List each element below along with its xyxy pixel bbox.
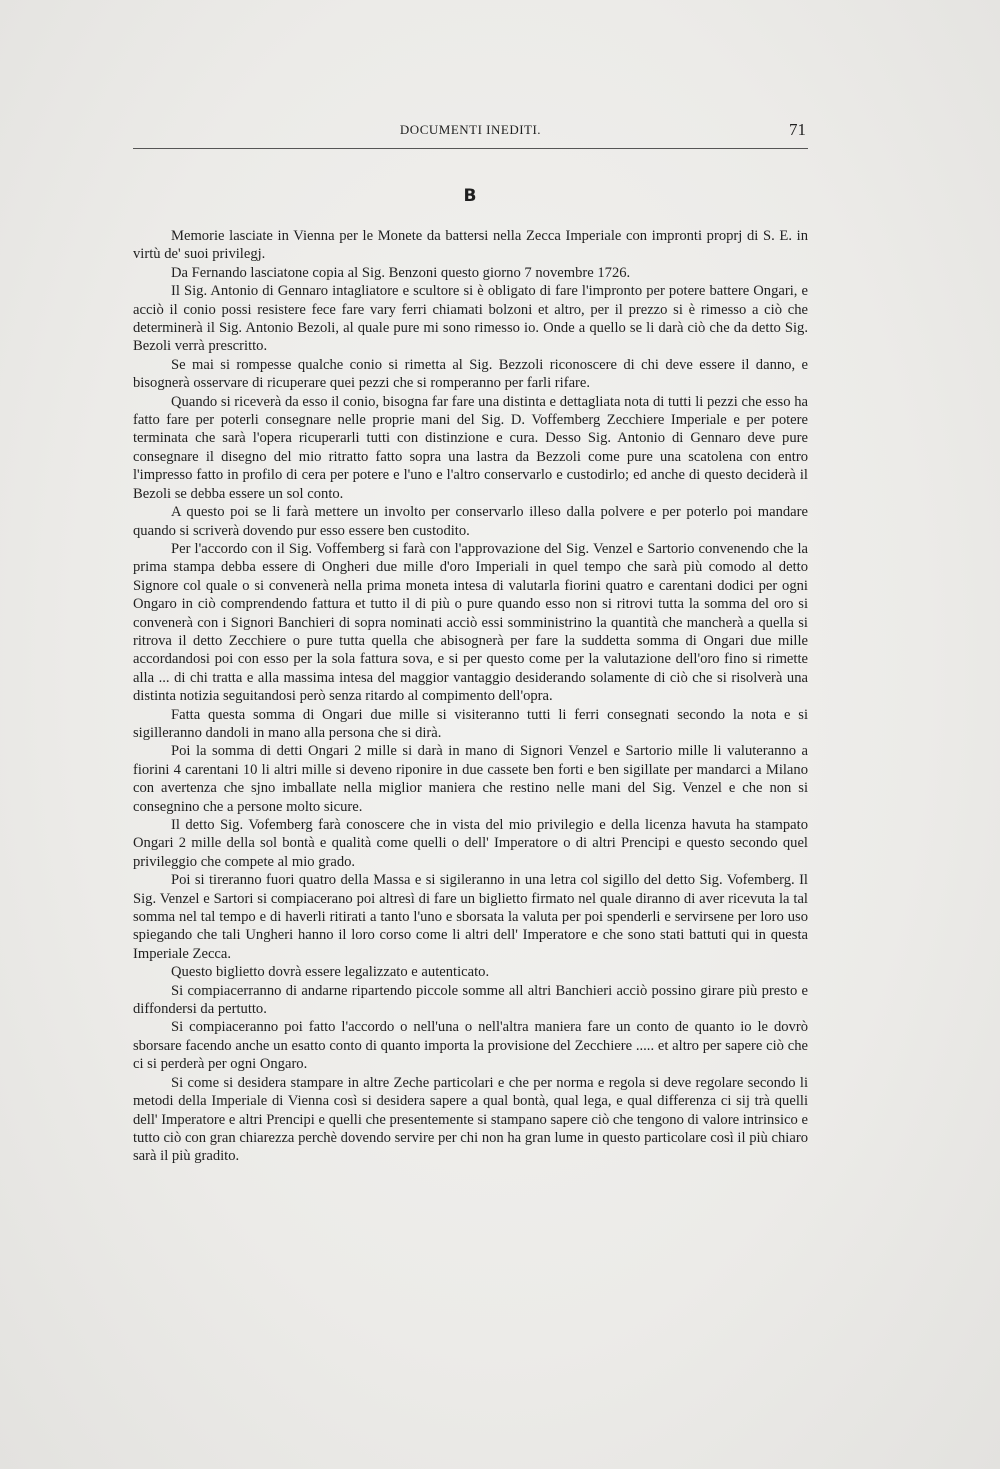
page-number: 71 bbox=[789, 120, 806, 139]
paragraph: Questo biglietto dovrà essere legalizzato e autenticato. bbox=[171, 964, 490, 981]
paragraph: Il detto Sig. Vofemberg farà conoscere che in vista del mio privilegio e della licenza havuta ha stampato Ongari 2 mille della sol bontà e qualità come quelli o dell' Imperatore o di altri Prencipi e questo secondo quel privileggio che compete al mio grado. bbox=[133, 817, 808, 870]
paragraph: A questo poi se li farà mettere un involto per conservarlo illeso dalla polvere e per poterlo poi mandare quando si scriverà dovendo pur esso essere ben custodito. bbox=[133, 504, 808, 539]
paragraph: Si compiacerranno di andarne ripartendo piccole somme all altri Banchieri acciò possino girare più presto e diffondersi da pertutto. bbox=[133, 982, 808, 1018]
paragraph: Quando si riceverà da esso il conio, bisogna far fare una distinta e dettagliata nota di tutti li pezzi che esso ha fatto fare per poterli consegnare nelle proprie mani del Sig. D. Voffemberg Zecchiere Imperiale e per potere terminata che sarà l'opera ricuperarli tutti con distinzione e cura. Desso Sig. Antonio di Gennaro deve pure consegnare il disegno del mio ritratto fatto sopra una lastra da Bezzoli come pure una scatolena con entro l'impresso fatto in profilo di cera per potere e l'uno e l'altro conservarlo e custodirlo; ed anche di questo deciderà il Bezoli se debba essere un sol conto. bbox=[133, 393, 808, 502]
paragraph: Si come si desidera stampare in altre Zeche particolari e che per norma e regola si deve regolare secondo li metodi della Imperiale di Vienna così si desidera sapere a qual bontà, qual lega, e qual differenza ci sij trà quelli dell' Imperatore e altri Prencipi e quelli che presentemente si stampano sapere ciò che tengono di valore intrinsico e tutto ciò con gran chiarezza perchè dovendo servire per chi non ha gran lume in questo particolare così il più chiaro sarà il più gradito. bbox=[133, 1074, 808, 1165]
paragraph: Poi la somma di detti Ongari 2 mille si darà in mano di Signori Venzel e Sartorio mille li valuteranno a fiorini 4 carentani 10 li altri mille si deveno riponire in due cassete ben forti e ben sigillate per mandarci a Milano con avertenza che sjno imballate nella miglior maniera che restino nelle mani del Sig. Venzel e che non si consegnino che a persone molto sicure. bbox=[133, 743, 808, 815]
running-title: DOCUMENTI INEDITI. bbox=[399, 122, 542, 137]
header-rule bbox=[133, 148, 808, 149]
paragraph: Per l'accordo con il Sig. Voffemberg si farà con l'approvazione del Sig. Venzel e Sartorio convenendo che la prima stampa debba essere di Ongheri due mille d'oro Imperiali in quel tempo che sarà più comodo al detto Signore col quale o si convenerà nella prima moneta intesa di valutarla fiorini quatro e carentani dodici per ogni Ongaro in ciò comprendendo fattura et tutto il di più o pure quando esso non si ritrovi tutta la somma del oro si convenerà con i Signori Banchieri di sopra nominati acciò essi somministrino la quantità che mancherà a quella si ritrova il detto Zecchiere o pure tutta quella che abisognerà per fare la suddetta somma di Ongari due mille accordandosi poi con esso per la sola fattura sova, e si per questo come per la valutazione dell'oro fino si rimette alla ... di chi tratta e alla massima intesa del maggior vantaggio desiderando solamente di ciò che si risolverà una distinta notizia seguitandosi però senza ritardo al compimento dell'opra. bbox=[133, 540, 808, 705]
paragraph: Fatta questa somma di Ongari due mille si visiteranno tutti li ferri consegnati secondo la nota e si sigilleranno dandoli in mano alla persona che si dirà. bbox=[133, 706, 808, 741]
section-heading: B bbox=[463, 186, 478, 206]
paragraph: Da Fernando lasciatone copia al Sig. Benzoni questo giorno 7 novembre 1726. bbox=[171, 264, 631, 281]
paragraph: Il Sig. Antonio di Gennaro intagliatore e scultore si è obligato di fare l'impronto per potere battere Ongari, e acciò il conio possi resistere fece fare vary ferri chiamati bolzoni et altro, per il prezzo si è rimesso a ciò che determinerà il Sig. Antonio Bezoli, al quale pure mi sono rimesso io. Onde a quello se li darà ciò che da detto Sig. Bezoli verrà prescritto. bbox=[133, 283, 808, 355]
paragraph: Memorie lasciate in Vienna per le Monete da battersi nella Zecca Imperiale con impronti proprj di S. E. in virtù de' suoi privilegj. bbox=[133, 228, 808, 263]
running-head bbox=[133, 120, 808, 144]
paragraph: Se mai si rompesse qualche conio si rimetta al Sig. Bezzoli riconoscere di chi deve essere il danno, e bisognerà osservare di ricuperare quei pezzi che si romperanno per farli rifare. bbox=[133, 356, 808, 392]
paragraph: Si compiaceranno poi fatto l'accordo o nell'una o nell'altra maniera fare un conto de quanto io le dovrò sborsare facendo anche un esatto conto di quanto importa la provisione del Zecchiere ..... et altro per sapere ciò che ci si perderà per ogni Ongaro. bbox=[133, 1019, 808, 1073]
paragraph: Poi si tireranno fuori quatro della Massa e si sigileranno in una letra col sigillo del detto Sig. Vofemberg. Il Sig. Venzel e Sartori si compiacerano poi altresì di fare un biglietto firmato nel quale diranno di aver ricevuta la tal somma nel tal tempo e di haverli ritirati a tanto l'uno e sborsata la valuta per poi spenderli e servirsene per loro uso spiegando che tali Ungheri hanno il loro corso come li altri dell' Imperatore e che sono stati battuti qui in questa Imperiale Zecca. bbox=[133, 872, 808, 962]
document-body bbox=[133, 227, 808, 1166]
